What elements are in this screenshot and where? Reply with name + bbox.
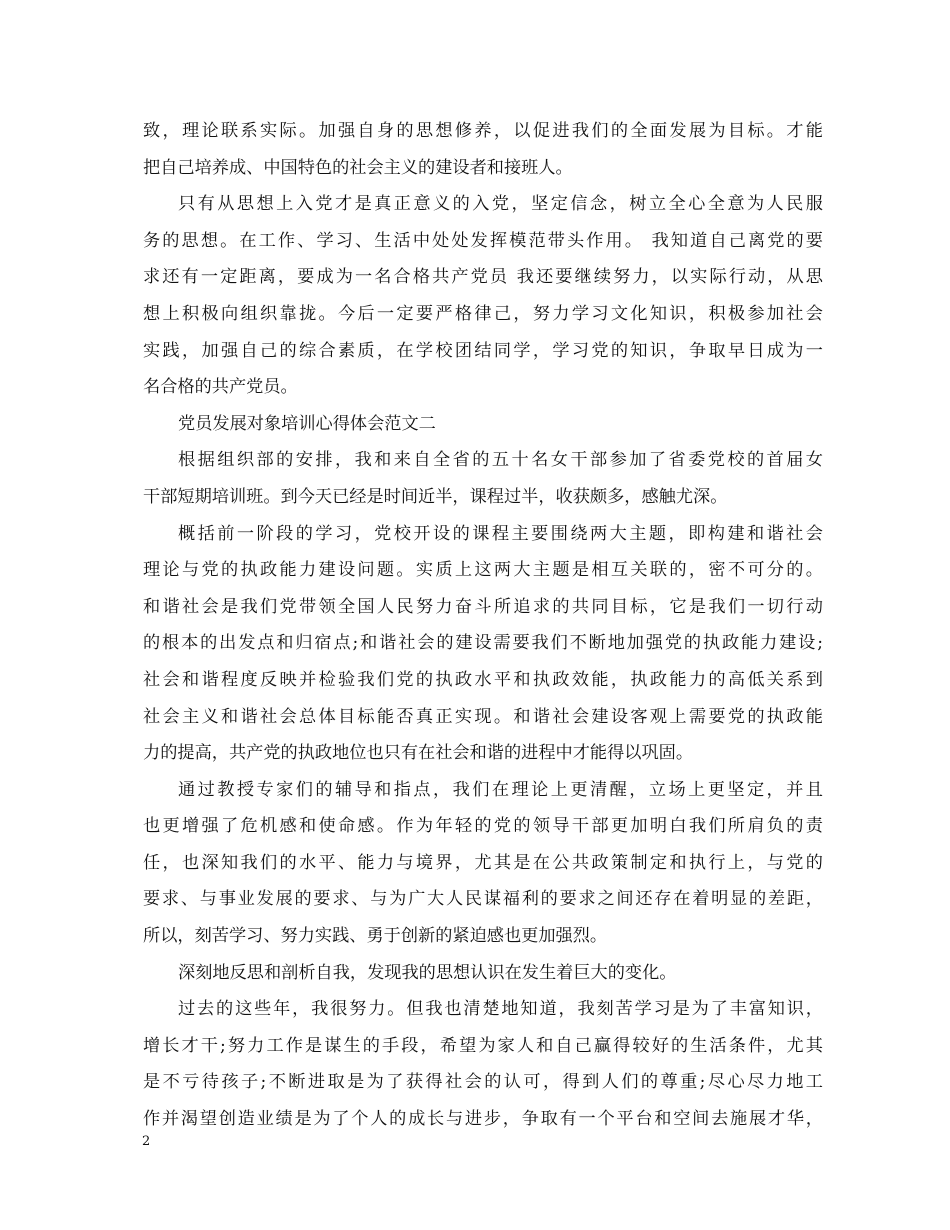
text-line: 求还有一定距离，要成为一名合格共产党员 我还要继续努力，以实际行动，从思 — [143, 267, 823, 288]
page-number: 2 — [142, 1134, 151, 1149]
text-line: 是不亏待孩子;不断进取是为了获得社会的认可，得到人们的尊重;尽心尽力地工 — [143, 1072, 823, 1093]
text-line: 也更增强了危机感和使命感。作为年轻的党的领导干部更加明白我们所肩负的责 — [143, 816, 823, 837]
text-line: 把自己培养成、中国特色的社会主义的建设者和接班人。 — [143, 157, 573, 178]
text-line: 社会主义和谐社会总体目标能否真正实现。和谐社会建设客观上需要党的执政能 — [143, 706, 823, 727]
text-line: 的根本的出发点和归宿点;和谐社会的建设需要我们不断地加强党的执政能力建设; — [143, 633, 823, 654]
text-line: 要求、与事业发展的要求、与为广大人民谋福利的要求之间还存在着明显的差距， — [143, 889, 823, 910]
text-line: 力的提高，共产党的执政地位也只有在社会和谐的进程中才能得以巩固。 — [143, 743, 694, 764]
text-line: 干部短期培训班。到今天已经是时间近半，课程过半，收获颇多，感触尤深。 — [143, 486, 728, 507]
body-text — [143, 113, 823, 1138]
text-line: 社会和谐程度反映并检验我们党的执政水平和执政效能，执政能力的高低关系到 — [143, 669, 823, 690]
text-line: 想上积极向组织靠拢。今后一定要严格律己，努力学习文化知识，积极参加社会 — [143, 303, 823, 324]
text-line: 作并渴望创造业绩是为了个人的成长与进步，争取有一个平台和空间去施展才华， — [143, 1109, 823, 1130]
text-line: 和谐社会是我们党带领全国人民努力奋斗所追求的共同目标，它是我们一切行动 — [143, 596, 823, 617]
text-line: 增长才干;努力工作是谋生的手段，希望为家人和自己赢得较好的生活条件，尤其 — [143, 1035, 823, 1056]
text-line: 根据组织部的安排，我和来自全省的五十名女干部参加了省委党校的首届女 — [178, 450, 823, 471]
text-line: 任，也深知我们的水平、能力与境界，尤其是在公共政策制定和执行上，与党的 — [143, 852, 823, 873]
text-line: 所以，刻苦学习、努力实践、勇于创新的紧迫感也更加强烈。 — [143, 926, 608, 947]
text-line: 深刻地反思和剖析自我，发现我的思想认识在发生着巨大的变化。 — [178, 962, 677, 983]
text-line: 只有从思想上入党才是真正意义的入党，坚定信念，树立全心全意为人民服 — [178, 194, 823, 215]
text-line: 名合格的共产党员。 — [143, 377, 298, 398]
text-line: 务的思想。在工作、学习、生活中处处发挥模范带头作用。 我知道自己离党的要 — [143, 230, 823, 251]
section-heading: 党员发展对象培训心得体会范文二 — [178, 413, 436, 434]
text-line: 实践，加强自己的综合素质，在学校团结同学，学习党的知识，争取早日成为一 — [143, 340, 823, 361]
text-line: 过去的这些年，我很努力。但我也清楚地知道，我刻苦学习是为了丰富知识， — [178, 999, 823, 1020]
text-line: 致，理论联系实际。加强自身的思想修养，以促进我们的全面发展为目标。才能 — [143, 121, 823, 141]
text-line: 理论与党的执政能力建设问题。实质上这两大主题是相互关联的，密不可分的。 — [143, 560, 823, 581]
text-line: 通过教授专家们的辅导和指点，我们在理论上更清醒，立场上更坚定，并且 — [178, 779, 823, 800]
text-line: 概括前一阶段的学习，党校开设的课程主要围绕两大主题，即构建和谐社会 — [178, 523, 823, 544]
